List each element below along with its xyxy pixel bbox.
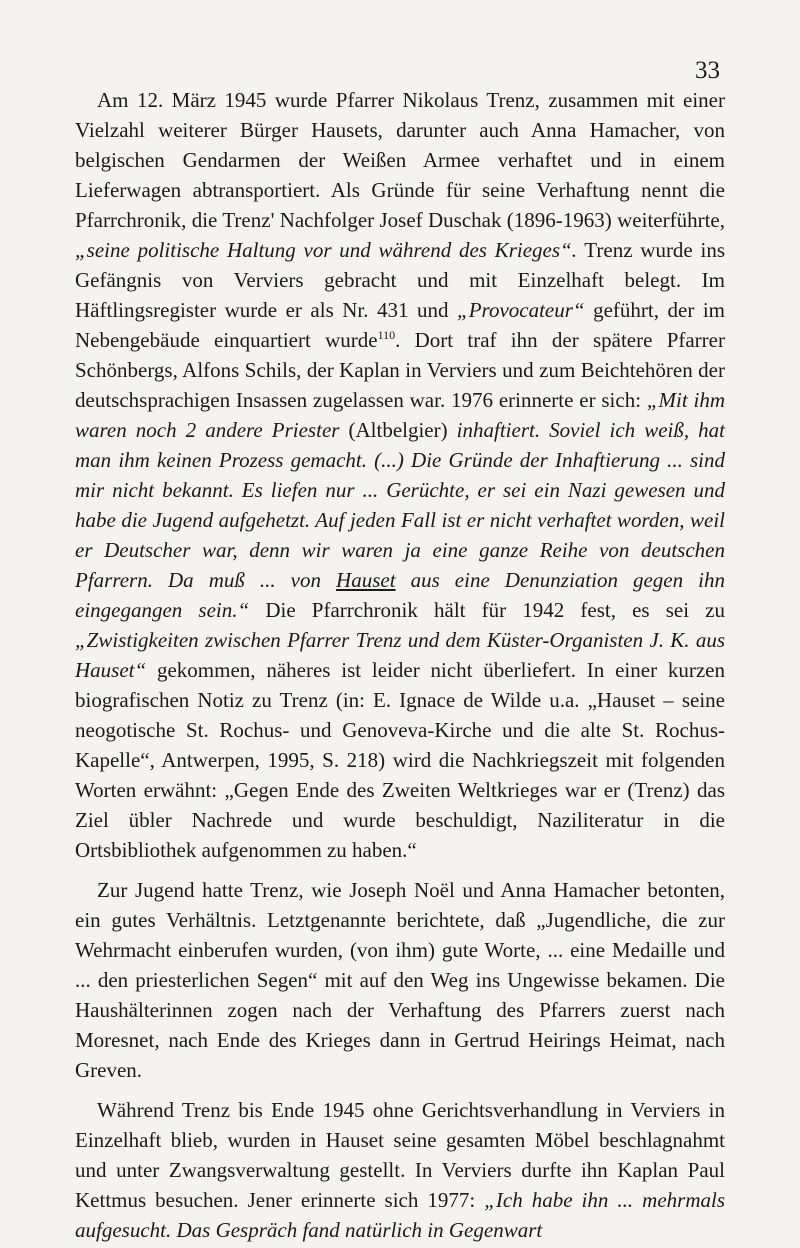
quote-run: „Provocateur“ <box>457 298 585 322</box>
text-run: Trenz wurde ins Gefängnis von Verviers gebracht und mit Einzelhaft belegt. Im Häftlingsregister wurde er als Nr. 431 und <box>75 238 725 322</box>
paragraph <box>75 85 725 865</box>
quote-run: „seine politische Haltung vor und während des Krieges“. <box>75 238 577 262</box>
text-run: Während Trenz bis Ende 1945 ohne Gerichtsverhandlung in Verviers in Einzelhaft blieb, wurden in Hauset seine gesamten Möbel beschlagnahmt und unter Zwangsverwaltung gestellt. In Verviers durfte ihn Kaplan Paul Kettmus besuchen. Jener erinnerte sich 1977: <box>75 1098 725 1212</box>
paragraph <box>75 875 725 1085</box>
underlined-run: Hauset <box>336 568 396 592</box>
paragraph <box>75 1095 725 1245</box>
text-run: Die Pfarrchronik hält für 1942 fest, es sei zu <box>249 598 725 622</box>
text-run: gekommen, näheres ist leider nicht überliefert. In einer kurzen biografischen Notiz zu Trenz (in: E. Ignace de Wilde u.a. „Hauset – seine neogotische St. Rochus- und Genoveva-Kirche und die alte St. Rochus-Kapelle“, Antwerpen, 1995, S. 218) wird die Nachkriegszeit mit folgenden Worten erwähnt: „Gegen Ende des Zweiten Weltkrieges war er (Trenz) das Ziel übler Nachrede und wurde beschuldigt, Naziliteratur in die Ortsbibliothek aufgenommen zu haben.“ <box>75 658 725 862</box>
quote-run: „Zwistigkeiten zwischen Pfarrer Trenz und dem Küster-Organisten J. K. aus Hauset“ <box>75 628 725 682</box>
quote-run: aus eine Denunziation gegen ihn eingegangen sein.“ <box>75 568 725 622</box>
text-run: (Altbelgier) <box>339 418 457 442</box>
quote-run: inhaftiert. Soviel ich weiß, hat man ihm keinen Prozess gemacht. (...) Die Gründe der Inhaftierung ... sind mir nicht bekannt. Es liefen nur ... Gerüchte, er sei ein Nazi gewesen und habe die Jugend aufgehetzt. Auf jeden Fall ist er nicht verhaftet worden, weil er Deutscher war, denn wir waren ja eine ganze Reihe von deutschen Pfarrern. Da muß ... von <box>75 418 725 592</box>
text-run: Am 12. März 1945 wurde Pfarrer Nikolaus Trenz, zusammen mit einer Vielzahl weiterer Bürger Hausets, darunter auch Anna Hamacher, von belgischen Gendarmen der Weißen Armee verhaftet und in einem Lieferwagen abtransportiert. Als Gründe für seine Verhaftung nennt die Pfarrchronik, die Trenz' Nachfolger Josef Duschak (1896-1963) weiterführte, <box>75 88 725 232</box>
footnote-ref: 110 <box>377 328 396 342</box>
quote-run: „Mit ihm waren noch 2 andere Priester <box>75 388 726 442</box>
quote-run: „Ich habe ihn ... mehrmals aufgesucht. Das Gespräch fand natürlich in Gegenwart <box>75 1188 725 1242</box>
text-run: . Dort traf ihn der spätere Pfarrer Schönbergs, Alfons Schils, der Kaplan in Verviers und zum Beichtehören der deutschsprachigen Insassen zugelassen war. 1976 erinnerte er sich: <box>75 328 725 412</box>
text-run: geführt, der im Nebengebäude einquartiert wurde <box>75 298 726 352</box>
page-number: 33 <box>695 57 720 84</box>
body-text <box>75 85 725 1245</box>
text-run: Zur Jugend hatte Trenz, wie Joseph Noël und Anna Hamacher betonten, ein gutes Verhältnis. Letztgenannte berichtete, daß „Jugendliche, die zur Wehrmacht einberufen wurden, (von ihm) gute Worte, ... eine Medaille und ... den priesterlichen Segen“ mit auf den Weg ins Ungewisse bekamen. Die Haushälterinnen zogen nach der Verhaftung des Pfarrers zuerst nach Moresnet, nach Ende des Krieges dann in Gertrud Heirings Heimat, nach Greven. <box>75 878 725 1082</box>
